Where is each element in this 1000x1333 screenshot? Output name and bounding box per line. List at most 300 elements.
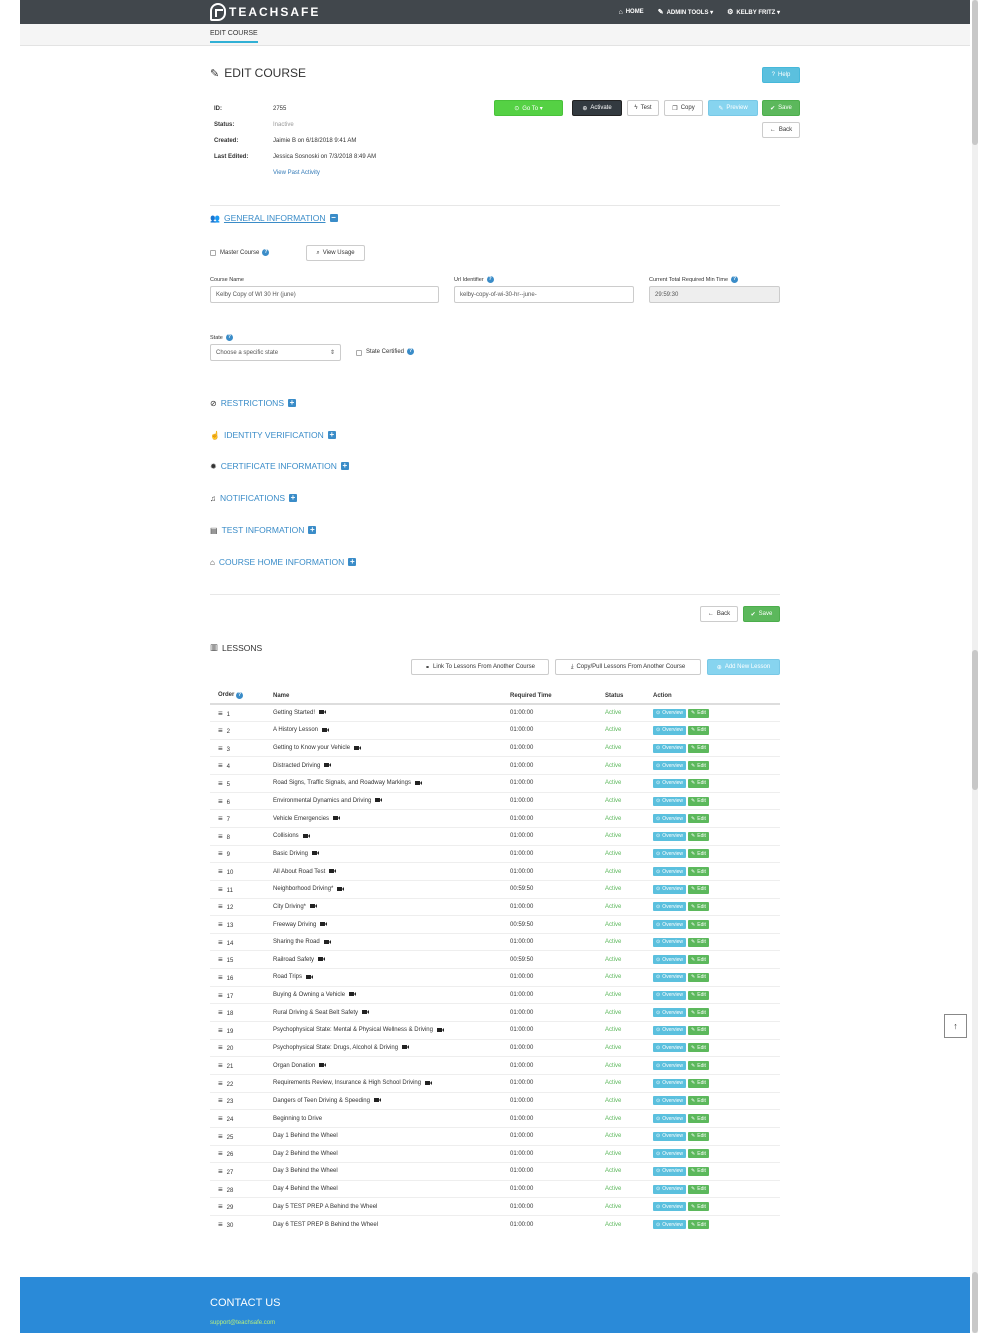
lesson-actions: [645, 1092, 780, 1110]
eye-icon: ⊙: [656, 939, 661, 946]
lesson-status: Active: [597, 1074, 645, 1092]
video-camera-icon: [362, 1010, 367, 1014]
drag-handle-icon[interactable]: ≡: [218, 708, 223, 718]
lesson-order-cell[interactable]: [210, 933, 265, 951]
lesson-name: Dangers of Teen Driving & Speeding: [273, 1097, 370, 1104]
lesson-order-cell[interactable]: [210, 1180, 265, 1198]
tab-edit-course[interactable]: EDIT COURSE: [210, 30, 258, 43]
drag-handle-icon[interactable]: ≡: [218, 1078, 223, 1088]
master-course-checkbox[interactable]: [210, 250, 216, 256]
edit-button[interactable]: [688, 1061, 709, 1070]
state-select[interactable]: [210, 344, 341, 361]
scrollbar-thumb[interactable]: [972, 650, 978, 790]
drag-handle-icon[interactable]: ≡: [218, 972, 223, 982]
edit-button[interactable]: [688, 1149, 709, 1158]
video-camera-icon: [322, 728, 327, 732]
lessons-table-body: [210, 704, 780, 1233]
edit-button[interactable]: [688, 1096, 709, 1105]
edit-button[interactable]: [688, 1185, 709, 1194]
lesson-order-cell[interactable]: [210, 739, 265, 757]
lesson-order-cell[interactable]: [210, 916, 265, 934]
edit-icon: ✎: [691, 1203, 696, 1210]
overview-label: Overview: [662, 762, 684, 769]
lesson-actions: [645, 792, 780, 810]
eye-icon: ⊙: [656, 1062, 661, 1069]
edit-button[interactable]: [688, 814, 709, 823]
scroll-to-top-button[interactable]: [944, 1014, 967, 1038]
expand-icon: +: [290, 493, 296, 502]
lesson-order: 18: [226, 1011, 234, 1018]
edit-icon: ✎: [691, 1186, 696, 1193]
edit-button[interactable]: [688, 797, 709, 806]
edit-icon: ✎: [691, 939, 696, 946]
state-certified-checkbox[interactable]: [356, 350, 362, 356]
eye-icon: ⊙: [656, 798, 661, 805]
edit-button[interactable]: [688, 885, 709, 894]
edit-button[interactable]: [688, 761, 709, 770]
eye-icon: ⊙: [656, 710, 661, 717]
drag-handle-icon[interactable]: ≡: [218, 1149, 223, 1159]
drag-handle-icon[interactable]: ≡: [218, 867, 223, 877]
teachsafe-logo-icon: [210, 3, 226, 21]
edit-label: Edit: [697, 833, 706, 840]
lesson-order-cell[interactable]: [210, 898, 265, 916]
edit-icon: ✎: [691, 1150, 696, 1157]
drag-handle-icon[interactable]: ≡: [218, 1043, 223, 1053]
check-circle-icon: ✔: [770, 105, 776, 112]
certificate-information-heading[interactable]: [210, 461, 349, 471]
table-row: [210, 916, 780, 934]
eye-icon: ⊙: [656, 833, 661, 840]
lesson-name-cell: [265, 969, 502, 987]
lesson-order-cell[interactable]: [210, 845, 265, 863]
edit-icon: ✎: [691, 868, 696, 875]
overview-label: Overview: [662, 1150, 684, 1157]
lesson-time: 01:00:00: [502, 1022, 597, 1040]
overview-button[interactable]: [653, 1149, 686, 1158]
edit-button[interactable]: [688, 973, 709, 982]
activate-button[interactable]: [572, 100, 622, 116]
course-name-label: [210, 277, 244, 283]
drag-handle-icon[interactable]: ≡: [218, 902, 223, 912]
download-icon: ⤓: [570, 663, 574, 670]
general-info-heading[interactable]: [210, 213, 338, 223]
lesson-time: 01:00:00: [502, 1074, 597, 1092]
nav-admin-tools[interactable]: [658, 8, 713, 16]
course-home-information-heading[interactable]: [210, 557, 356, 567]
test-button[interactable]: [627, 100, 659, 116]
edit-button[interactable]: [688, 1008, 709, 1017]
edit-button[interactable]: [688, 867, 709, 876]
edit-icon: ✎: [210, 67, 220, 80]
course-name-input[interactable]: Kelby Copy of WI 30 Hr (june): [210, 286, 439, 303]
lesson-name: Road Signs, Traffic Signals, and Roadway Markings: [273, 780, 411, 787]
lesson-name-cell: [265, 863, 502, 881]
lesson-order-cell[interactable]: [210, 704, 265, 722]
overview-label: Overview: [662, 992, 684, 999]
lesson-order-cell[interactable]: [210, 880, 265, 898]
lesson-order-cell[interactable]: [210, 1092, 265, 1110]
eye-icon: ⊙: [656, 974, 661, 981]
table-row: [210, 810, 780, 828]
lesson-actions: [645, 969, 780, 987]
link-icon: ⚭: [425, 664, 431, 671]
lesson-actions: [645, 986, 780, 1004]
edit-button[interactable]: [688, 920, 709, 929]
lesson-order-cell[interactable]: [210, 951, 265, 969]
lesson-order-cell[interactable]: [210, 827, 265, 845]
lesson-status: Active: [597, 704, 645, 722]
lesson-status: Active: [597, 1216, 645, 1234]
copy-button[interactable]: [664, 100, 703, 116]
drag-handle-icon[interactable]: ≡: [218, 831, 223, 841]
overview-button[interactable]: [653, 938, 686, 947]
bottom-back-button[interactable]: [700, 606, 738, 622]
lesson-order-cell[interactable]: [210, 1110, 265, 1128]
lesson-name-cell: [265, 1004, 502, 1022]
table-row: [210, 1110, 780, 1128]
lesson-actions: [645, 810, 780, 828]
overview-button[interactable]: [653, 832, 686, 841]
drag-handle-icon[interactable]: ≡: [218, 761, 223, 771]
table-row: [210, 845, 780, 863]
lesson-status: Active: [597, 722, 645, 740]
drag-handle-icon[interactable]: ≡: [218, 814, 223, 824]
meta-edited-value: Jessica Sosnoski on 7/3/2018 8:49 AM: [273, 154, 377, 160]
preview-button[interactable]: [708, 100, 758, 116]
drag-handle-icon[interactable]: ≡: [218, 796, 223, 806]
test-information-heading[interactable]: [210, 525, 316, 535]
lesson-order: 17: [226, 993, 234, 1000]
lesson-order: 2: [226, 728, 231, 735]
add-lesson-button[interactable]: [707, 659, 780, 675]
question-circle-icon[interactable]: ?: [227, 334, 231, 340]
lesson-name: Day 1 Behind the Wheel: [273, 1133, 338, 1140]
lesson-time: 01:00:00: [502, 810, 597, 828]
lesson-name-cell: [265, 1039, 502, 1057]
overview-button[interactable]: [653, 1185, 686, 1194]
edit-label: Edit: [697, 780, 706, 787]
lesson-name-cell: [265, 704, 502, 722]
check-circle-icon: ✔: [750, 611, 756, 618]
lesson-order-cell[interactable]: [210, 775, 265, 793]
help-button-label: Help: [778, 72, 791, 78]
drag-handle-icon[interactable]: ≡: [218, 1202, 223, 1212]
state-certified-label: [366, 348, 414, 355]
overview-label: Overview: [662, 1203, 684, 1210]
lesson-order: 25: [226, 1134, 234, 1141]
drag-handle-icon[interactable]: ≡: [218, 1008, 223, 1018]
table-row: [210, 1057, 780, 1075]
lesson-actions: [645, 775, 780, 793]
scrollbar-thumb[interactable]: [972, 1272, 978, 1333]
question-circle-icon[interactable]: ?: [264, 249, 268, 255]
drag-handle-icon[interactable]: ≡: [218, 937, 223, 947]
lesson-order-cell[interactable]: [210, 810, 265, 828]
drag-handle-icon[interactable]: ≡: [218, 1220, 223, 1230]
edit-button[interactable]: [688, 1132, 709, 1141]
lesson-status: Active: [597, 1180, 645, 1198]
lesson-actions: [645, 1074, 780, 1092]
table-header-row: [210, 688, 780, 704]
drag-handle-icon[interactable]: ≡: [218, 990, 223, 1000]
lesson-actions: [645, 1127, 780, 1145]
master-course-label: [220, 249, 269, 256]
search-icon: ⌕: [316, 249, 320, 256]
lesson-order: 9: [226, 852, 231, 859]
lesson-actions: [645, 933, 780, 951]
lesson-name: City Driving*: [273, 903, 307, 910]
overview-label: Overview: [662, 1221, 684, 1228]
lesson-order-cell[interactable]: [210, 1145, 265, 1163]
edit-button[interactable]: [688, 955, 709, 964]
lesson-order-cell[interactable]: [210, 1039, 265, 1057]
overview-button[interactable]: [653, 849, 686, 858]
overview-button[interactable]: [653, 1008, 686, 1017]
overview-button[interactable]: [653, 1026, 686, 1035]
drag-handle-icon[interactable]: ≡: [218, 1114, 223, 1124]
restrictions-heading[interactable]: [210, 398, 296, 408]
edit-icon: ✎: [691, 974, 696, 981]
plus-circle-icon: ⊕: [582, 105, 588, 112]
lesson-name-cell: [265, 1145, 502, 1163]
nav-user-menu[interactable]: [727, 8, 780, 16]
brand-logo[interactable]: [210, 2, 320, 22]
lesson-order: 20: [226, 1046, 234, 1053]
lesson-status: Active: [597, 1004, 645, 1022]
drag-handle-icon[interactable]: ≡: [218, 920, 223, 929]
overview-button[interactable]: [653, 709, 686, 718]
edit-button[interactable]: [688, 1043, 709, 1052]
bolt-icon: ϟ: [634, 105, 638, 111]
overview-button[interactable]: [653, 761, 686, 770]
drag-handle-icon[interactable]: ≡: [218, 1184, 223, 1194]
link-lessons-button[interactable]: [411, 659, 549, 675]
overview-button[interactable]: [653, 867, 686, 876]
edit-label: Edit: [697, 762, 706, 769]
lesson-order: 23: [226, 1099, 234, 1106]
back-button[interactable]: [762, 122, 800, 138]
drag-handle-icon[interactable]: ≡: [218, 884, 223, 894]
overview-button[interactable]: [653, 955, 686, 964]
edit-label: Edit: [697, 1150, 706, 1157]
lesson-actions: [645, 1004, 780, 1022]
lesson-order-cell[interactable]: [210, 1074, 265, 1092]
question-circle-icon[interactable]: ?: [409, 348, 413, 354]
video-camera-icon: [333, 816, 338, 820]
drag-handle-icon[interactable]: ≡: [218, 1061, 223, 1071]
drag-handle-icon[interactable]: ≡: [218, 1166, 223, 1176]
scrollbar-thumb[interactable]: [972, 0, 978, 145]
page: [20, 0, 970, 1333]
view-usage-button[interactable]: [306, 245, 365, 261]
eye-icon: ⊙: [656, 1097, 661, 1104]
drag-handle-icon[interactable]: ≡: [218, 1096, 223, 1106]
question-circle-icon[interactable]: ?: [488, 276, 492, 282]
drag-handle-icon[interactable]: ≡: [218, 725, 223, 735]
pencil-icon: ✎: [718, 105, 724, 112]
url-identifier-input[interactable]: kelby-copy-of-wi-30-hr--june-: [454, 286, 634, 303]
notifications-label: NOTIFICATIONS: [220, 493, 286, 503]
table-row: [210, 898, 780, 916]
lesson-actions: [645, 827, 780, 845]
table-row: [210, 739, 780, 757]
divider: [210, 594, 780, 595]
lesson-status: Active: [597, 792, 645, 810]
drag-handle-icon[interactable]: ≡: [218, 849, 223, 859]
edit-button[interactable]: [688, 938, 709, 947]
lesson-order-cell[interactable]: [210, 1198, 265, 1216]
identity-verification-heading[interactable]: [210, 430, 336, 440]
edit-button[interactable]: [688, 709, 709, 718]
edit-button[interactable]: [688, 902, 709, 911]
lesson-order: 5: [226, 781, 231, 788]
edit-button[interactable]: [688, 1220, 709, 1229]
edit-button[interactable]: [688, 1079, 709, 1088]
drag-handle-icon[interactable]: ≡: [218, 743, 223, 753]
video-camera-icon: [319, 710, 324, 714]
lesson-order-cell[interactable]: [210, 722, 265, 740]
lesson-time: 01:00:00: [502, 757, 597, 775]
edit-icon: ✎: [691, 727, 696, 734]
edit-button[interactable]: [688, 832, 709, 841]
lesson-order: 28: [226, 1187, 234, 1194]
drag-handle-icon[interactable]: ≡: [218, 955, 223, 965]
test-label: Test: [640, 105, 652, 111]
lesson-time: 01:00:00: [502, 827, 597, 845]
lesson-name: Organ Donation: [273, 1062, 316, 1069]
question-circle-icon[interactable]: ?: [237, 692, 242, 698]
lesson-order-cell[interactable]: [210, 863, 265, 881]
overview-button[interactable]: [653, 744, 686, 753]
lesson-order-cell[interactable]: [210, 1057, 265, 1075]
overview-button[interactable]: [653, 1061, 686, 1070]
edit-button[interactable]: [688, 779, 709, 788]
eye-icon: ⊙: [656, 1186, 661, 1193]
lesson-actions: [645, 863, 780, 881]
edit-button[interactable]: [688, 744, 709, 753]
question-circle-icon[interactable]: ?: [733, 276, 737, 282]
drag-handle-icon[interactable]: ≡: [218, 778, 223, 788]
lesson-order-cell[interactable]: [210, 792, 265, 810]
lesson-actions: [645, 845, 780, 863]
lesson-name-cell: [265, 898, 502, 916]
edit-button[interactable]: [688, 1167, 709, 1176]
copy-lessons-button[interactable]: [555, 659, 701, 675]
table-row: [210, 986, 780, 1004]
video-camera-icon: [437, 1028, 442, 1032]
lesson-name: Day 3 Behind the Wheel: [273, 1168, 338, 1175]
overview-button[interactable]: [653, 1202, 686, 1211]
overview-label: Overview: [662, 833, 684, 840]
lesson-order-cell[interactable]: [210, 1216, 265, 1234]
lesson-actions: [645, 1216, 780, 1234]
table-row: [210, 1127, 780, 1145]
overview-button[interactable]: [653, 991, 686, 1000]
drag-handle-icon[interactable]: ≡: [218, 1131, 223, 1141]
lesson-name: Environmental Dynamics and Driving: [273, 798, 372, 805]
lesson-order-cell[interactable]: [210, 986, 265, 1004]
view-past-activity-link[interactable]: View Past Activity: [273, 170, 320, 176]
lesson-order-cell[interactable]: [210, 1022, 265, 1040]
circle-arrow-icon: ⊙: [514, 105, 520, 112]
lesson-order-cell[interactable]: [210, 1127, 265, 1145]
edit-label: Edit: [697, 727, 706, 734]
lesson-order: 22: [226, 1081, 234, 1088]
overview-button[interactable]: [653, 797, 686, 806]
notifications-heading[interactable]: [210, 493, 297, 503]
lesson-order-cell[interactable]: [210, 1163, 265, 1181]
edit-button[interactable]: [688, 726, 709, 735]
overview-label: Overview: [662, 1186, 684, 1193]
certificate-icon: ✹: [210, 461, 217, 471]
overview-button[interactable]: [653, 1096, 686, 1105]
lesson-order-cell[interactable]: [210, 757, 265, 775]
lesson-status: Active: [597, 1057, 645, 1075]
brand-name: TEACHSAFE: [229, 5, 321, 19]
copy-icon: ❐: [672, 105, 678, 112]
overview-button[interactable]: [653, 1132, 686, 1141]
restrictions-label: RESTRICTIONS: [220, 398, 284, 408]
overview-button[interactable]: [653, 1220, 686, 1229]
help-button[interactable]: [762, 67, 800, 83]
eye-icon: ⊙: [656, 868, 661, 875]
edit-button[interactable]: [688, 991, 709, 1000]
overview-button[interactable]: [653, 1167, 686, 1176]
edit-label: Edit: [697, 710, 706, 717]
lesson-status: Active: [597, 916, 645, 934]
save-button[interactable]: [762, 100, 800, 116]
overview-button[interactable]: [653, 920, 686, 929]
eye-icon: ⊙: [656, 780, 661, 787]
overview-button[interactable]: [653, 814, 686, 823]
edit-button[interactable]: [688, 1202, 709, 1211]
lesson-actions: [645, 1110, 780, 1128]
table-row: [210, 933, 780, 951]
table-row: [210, 1163, 780, 1181]
overview-button[interactable]: [653, 726, 686, 735]
edit-button[interactable]: [688, 849, 709, 858]
lesson-status: Active: [597, 898, 645, 916]
overview-button[interactable]: [653, 902, 686, 911]
overview-label: Overview: [662, 1062, 684, 1069]
sub-navbar: [20, 24, 970, 46]
edit-button[interactable]: [688, 1026, 709, 1035]
lesson-order-cell[interactable]: [210, 969, 265, 987]
copy-label: Copy: [680, 105, 695, 111]
overview-button[interactable]: [653, 1079, 686, 1088]
lesson-time: 01:00:00: [502, 1145, 597, 1163]
nav-home[interactable]: [618, 9, 643, 16]
drag-handle-icon[interactable]: ≡: [218, 1025, 223, 1035]
link-lessons-label: Link To Lessons From Another Course: [433, 664, 535, 670]
overview-button[interactable]: [653, 973, 686, 982]
edit-button[interactable]: [688, 1114, 709, 1123]
overview-button[interactable]: [653, 1043, 686, 1052]
footer-email-link[interactable]: support@teachsafe.com: [210, 1320, 276, 1326]
lesson-order-cell[interactable]: [210, 1004, 265, 1022]
overview-button[interactable]: [653, 885, 686, 894]
bottom-save-button[interactable]: [743, 606, 780, 622]
overview-label: Overview: [662, 956, 684, 963]
overview-button[interactable]: [653, 1114, 686, 1123]
edit-icon: ✎: [691, 833, 696, 840]
overview-button[interactable]: [653, 779, 686, 788]
overview-label: Overview: [662, 1044, 684, 1051]
edit-label: Edit: [697, 1097, 706, 1104]
course-name-label-text: Course Name: [210, 277, 244, 283]
min-time-label-text: Current Total Required Min Time: [649, 276, 729, 283]
